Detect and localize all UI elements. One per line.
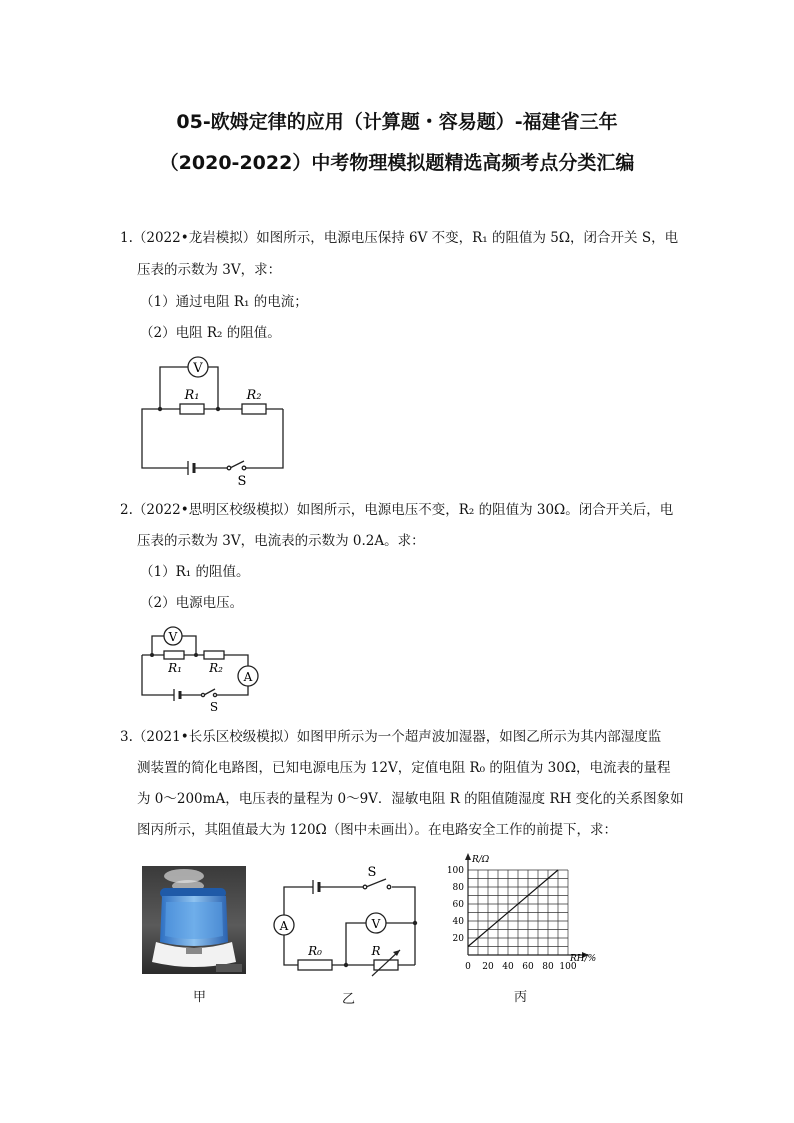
q3-text-line4: 图丙所示，其阻值最大为 120Ω（图中未画出）。在电路安全工作的前提下，求： (137, 822, 618, 838)
voltmeter-label: V (371, 917, 381, 931)
resistance-humidity-chart (440, 850, 597, 990)
q3-text-line1: 3.（2021•长乐区校级模拟）如图甲所示为一个超声波加湿器，如图乙所示为其内部湿度监 (120, 729, 662, 745)
ammeter-label: A (279, 919, 289, 933)
resistor-r1-icon (180, 404, 204, 414)
x-tick-label: 40 (502, 962, 514, 972)
switch-label: S (237, 474, 247, 489)
y-tick-label: 20 (452, 934, 464, 944)
resistor-r0-icon (298, 960, 332, 970)
x-tick-label: 60 (522, 962, 534, 972)
humidifier-photo (142, 866, 246, 974)
switch-label: S (209, 700, 219, 714)
x-tick-label: 80 (542, 962, 554, 972)
switch-icon (363, 879, 391, 889)
resistor-r1-label: R₁ (184, 388, 200, 403)
battery-icon (174, 689, 180, 701)
resistor-r1-label: R₁ (168, 661, 182, 675)
resistor-r1-icon (164, 651, 184, 659)
y-axis-label: R/Ω (472, 855, 490, 865)
q2-sub1: （1）R₁ 的阻值。 (140, 564, 250, 580)
junction-node-icon (150, 653, 154, 657)
resistor-r2-label: R₂ (246, 388, 262, 403)
battery-icon (313, 880, 319, 894)
resistor-r0-label: R₀ (308, 944, 322, 958)
x-tick-label: 100 (559, 962, 577, 972)
series-line (468, 870, 558, 947)
resistor-r2-icon (204, 651, 224, 659)
y-tick-label: 60 (452, 900, 464, 910)
voltmeter-label: V (193, 361, 203, 376)
x-tick-label: 0 (465, 962, 471, 972)
y-tick-label: 80 (452, 883, 464, 893)
junction-node-icon (194, 653, 198, 657)
q3-circuit-diagram (268, 862, 428, 984)
junction-node-icon (344, 963, 348, 967)
y-tick-label: 100 (446, 866, 464, 876)
y-axis-arrow-icon (465, 853, 471, 860)
q1-sub2: （2）电阻 R₂ 的阻值。 (140, 325, 281, 341)
switch-icon (201, 689, 216, 697)
q3-text-line3: 为 0～200mA，电压表的量程为 0～9V．湿敏电阻 R 的阻值随湿度 RH 变化的关系图象如 (137, 791, 684, 807)
q1-circuit-diagram (138, 350, 288, 490)
humidity-resistor-label: R (371, 944, 381, 958)
q2-circuit-diagram (138, 622, 268, 714)
q2-sub2: （2）电源电压。 (140, 595, 244, 611)
figure-b-caption: 乙 (342, 992, 356, 1007)
ammeter-label: A (243, 670, 253, 684)
resistor-r2-icon (242, 404, 266, 414)
figure-a-caption: 甲 (193, 990, 207, 1005)
junction-node-icon (216, 407, 220, 411)
x-tick-label: 20 (482, 962, 494, 972)
q3-text-line2: 测装置的简化电路图，已知电源电压为 12V，定值电阻 R₀ 的阻值为 30Ω，电流表的量程 (137, 760, 671, 776)
document-title-line1: 05-欧姆定律的应用（计算题・容易题）-福建省三年 (176, 111, 618, 133)
junction-node-icon (158, 407, 162, 411)
battery-icon (188, 461, 194, 475)
switch-icon (227, 461, 246, 470)
q1-text-line1: 1.（2022•龙岩模拟）如图所示，电源电压保持 6V 不变，R₁ 的阻值为 5Ω，闭合开关 S，电 (120, 230, 679, 246)
document-title-line2: （2020-2022）中考物理模拟题精选高频考点分类汇编 (159, 152, 635, 174)
q2-text-line1: 2.（2022•思明区校级模拟）如图所示，电源电压不变，R₂ 的阻值为 30Ω。闭合开关后，电 (120, 502, 674, 518)
x-axis-label: RH/% (570, 954, 597, 964)
junction-node-icon (413, 921, 417, 925)
q1-sub1: （1）通过电阻 R₁ 的电流； (140, 294, 308, 310)
voltmeter-label: V (168, 630, 178, 644)
resistor-r2-label: R₂ (209, 661, 223, 675)
switch-label: S (367, 865, 377, 880)
figure-c-caption: 丙 (514, 990, 528, 1005)
y-tick-label: 40 (452, 917, 464, 927)
q2-text-line2: 压表的示数为 3V，电流表的示数为 0.2A。求： (137, 533, 425, 549)
q1-text-line2: 压表的示数为 3V，求： (137, 262, 282, 278)
humidity-resistor-icon (374, 960, 398, 970)
